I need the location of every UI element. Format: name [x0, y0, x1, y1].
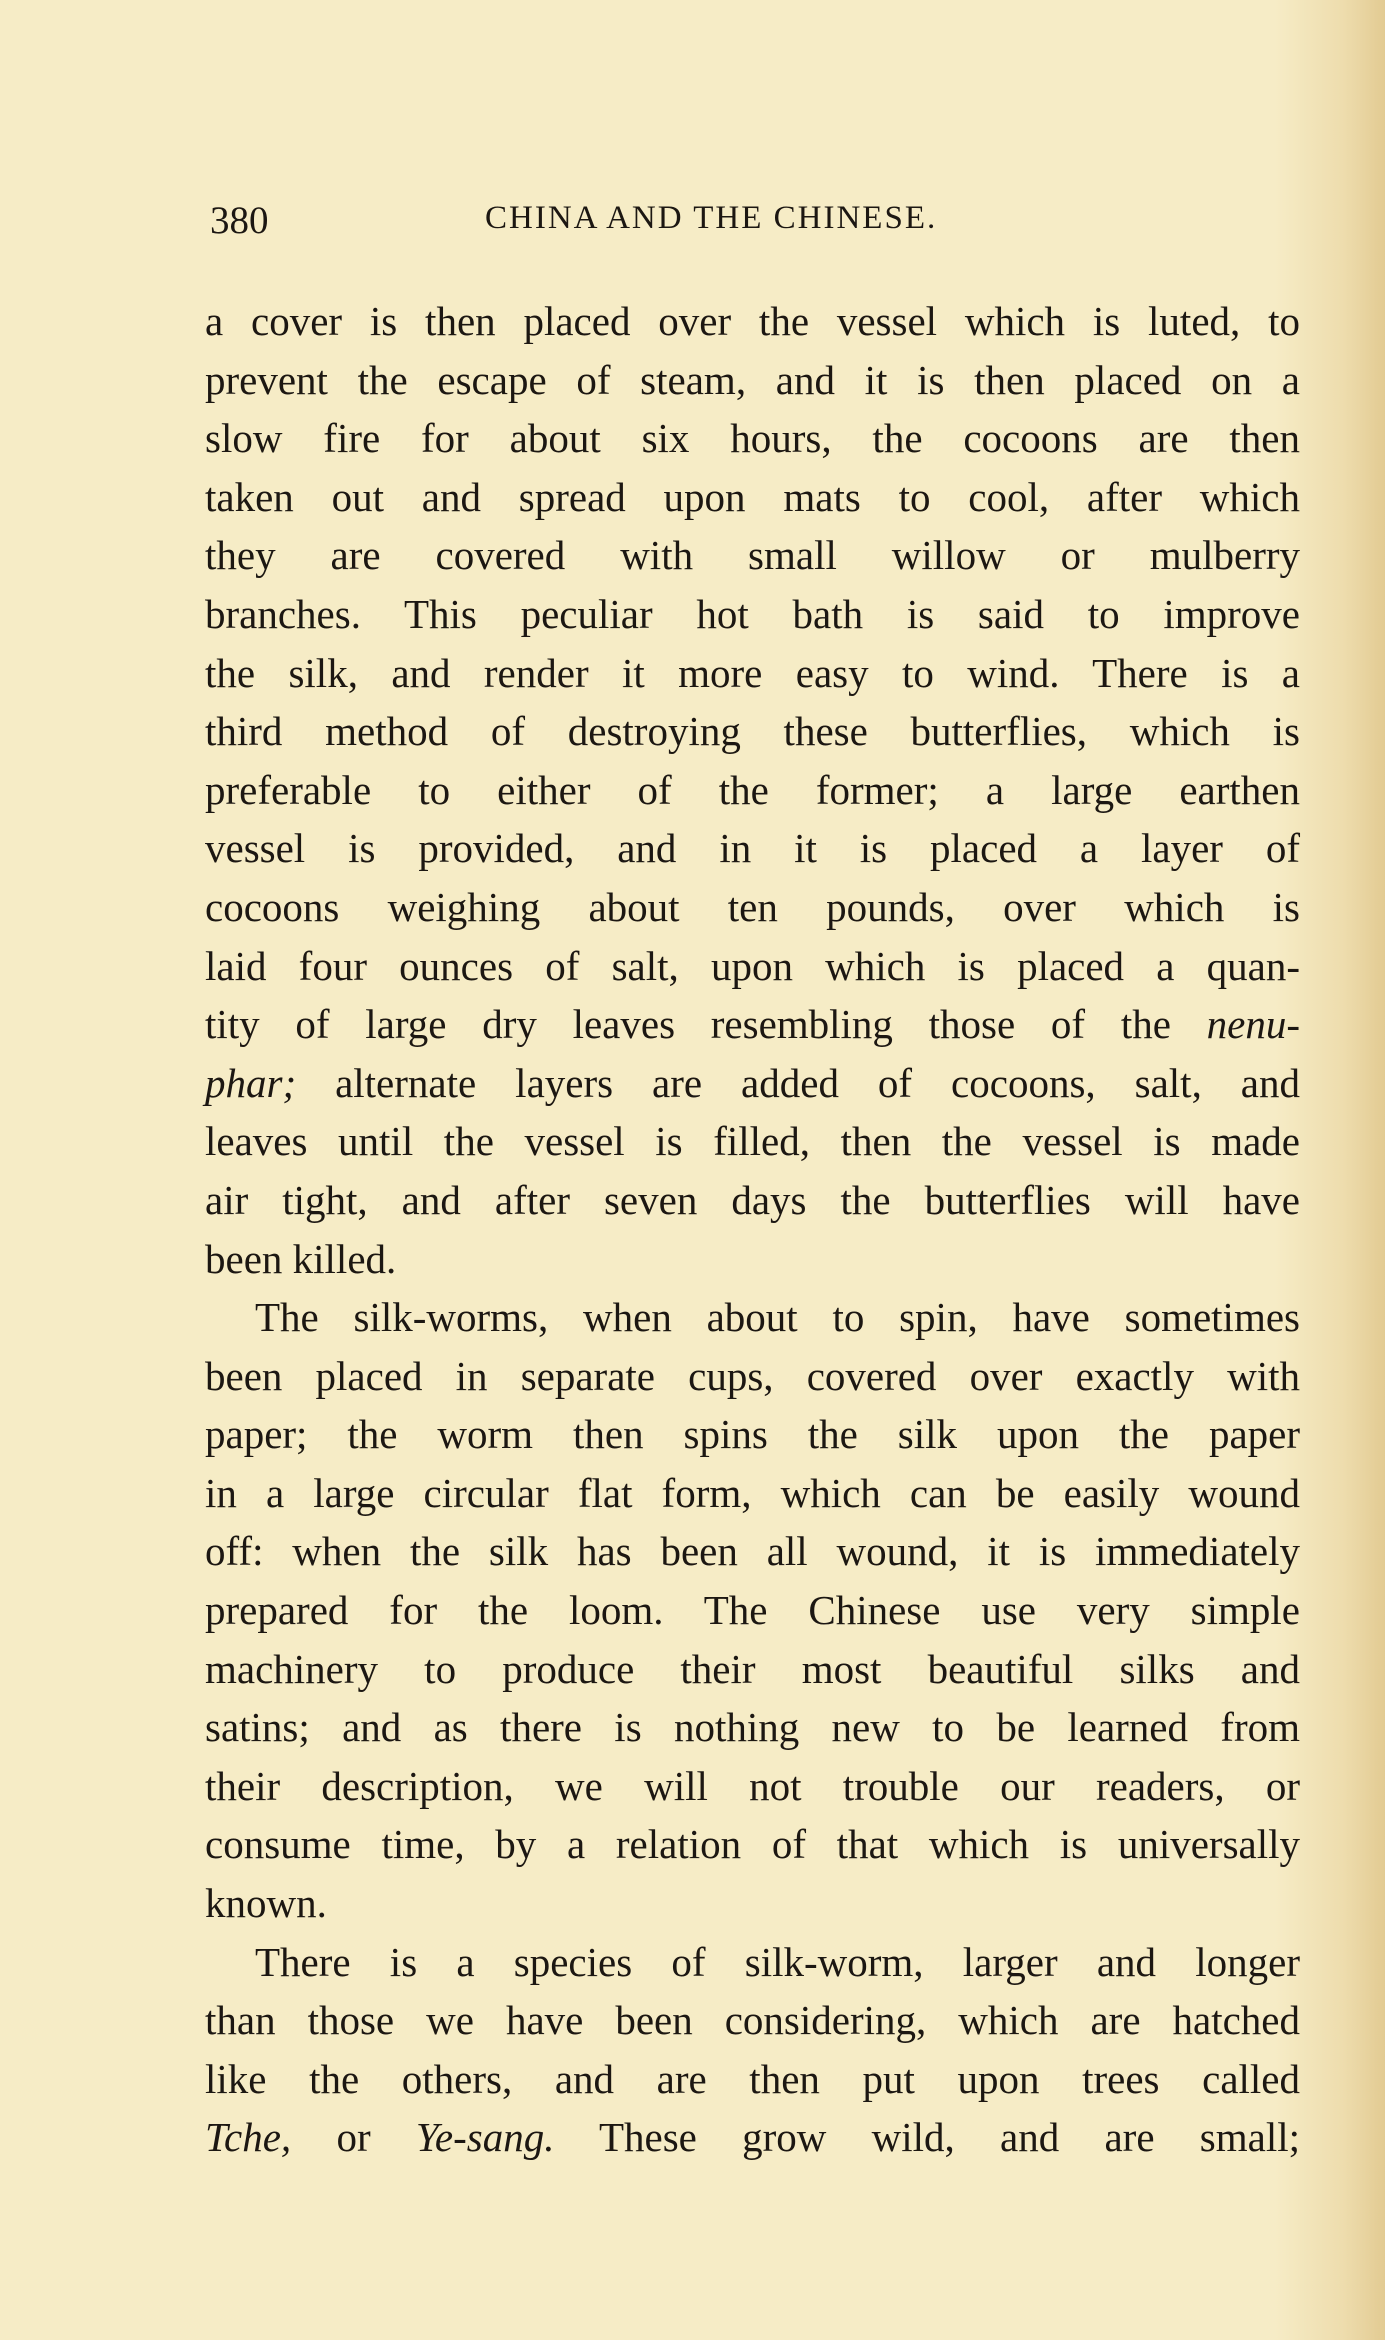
italic-word: phar;: [205, 1059, 297, 1106]
body-text: [205, 292, 1300, 2167]
text-line: leaves until the vessel is filled, then the vessel is made: [205, 1118, 1300, 1165]
text-line: machinery to produce their most beautiful silks and: [205, 1645, 1300, 1692]
italic-word: Ye-sang.: [415, 2114, 555, 2161]
text-line: off: when the silk has been all wound, it is immediately: [205, 1528, 1300, 1575]
text-line: consume time, by a relation of that which is universally: [205, 1821, 1300, 1868]
text-line: the silk, and render it more easy to wind. There is a: [205, 649, 1300, 696]
text-line: branches. This peculiar hot bath is said to improve: [205, 590, 1300, 637]
text-segment: or: [291, 2114, 416, 2161]
text-line: taken out and spread upon mats to cool, after which: [205, 473, 1300, 520]
text-line: [205, 2108, 1300, 2167]
text-line: in a large circular flat form, which can be easily wound: [205, 1469, 1300, 1516]
page-header: [210, 198, 1300, 248]
text-line: There is a species of silk-worm, larger and longer: [255, 1938, 1300, 1985]
text-line: paper; the worm then spins the silk upon the paper: [205, 1411, 1300, 1458]
text-line: known.: [205, 1880, 327, 1927]
text-segment: These grow wild, and are small;: [554, 2114, 1301, 2161]
page-number: 380: [210, 199, 269, 242]
text-segment: alternate layers are added of cocoons, salt, and: [296, 1059, 1300, 1106]
running-head: CHINA AND THE CHINESE.: [485, 200, 938, 236]
text-line: satins; and as there is nothing new to be learned from: [205, 1704, 1300, 1751]
text-line: a cover is then placed over the vessel which is luted, to: [205, 298, 1300, 344]
text-line: than those we have been considering, which are hatched: [205, 1997, 1300, 2044]
text-line: air tight, and after seven days the butterflies will have: [205, 1176, 1300, 1223]
italic-word: nenu-: [1206, 1001, 1300, 1048]
text-segment: tity of large dry leaves resembling those of the: [205, 1001, 1207, 1048]
text-line: The silk-worms, when about to spin, have sometimes: [255, 1294, 1300, 1341]
text-line: they are covered with small willow or mulberry: [205, 532, 1300, 579]
text-line: [205, 995, 1300, 1054]
text-line: prepared for the loom. The Chinese use very simple: [205, 1587, 1300, 1634]
text-line: [205, 1054, 1300, 1113]
text-line: their description, we will not trouble our readers, or: [205, 1762, 1300, 1809]
text-line: like the others, and are then put upon trees called: [205, 2055, 1300, 2102]
text-line: third method of destroying these butterflies, which is: [205, 708, 1300, 755]
italic-word: Tche,: [205, 2114, 292, 2161]
text-line: laid four ounces of salt, upon which is placed a quan-: [205, 942, 1300, 989]
text-line: been killed.: [205, 1235, 397, 1282]
text-line: been placed in separate cups, covered over exactly with: [205, 1352, 1300, 1399]
text-line: cocoons weighing about ten pounds, over which is: [205, 883, 1300, 930]
text-line: prevent the escape of steam, and it is then placed on a: [205, 356, 1300, 403]
text-line: slow fire for about six hours, the cocoons are then: [205, 415, 1300, 462]
text-line: vessel is provided, and in it is placed a layer of: [205, 825, 1300, 872]
text-line: preferable to either of the former; a large earthen: [205, 766, 1300, 813]
